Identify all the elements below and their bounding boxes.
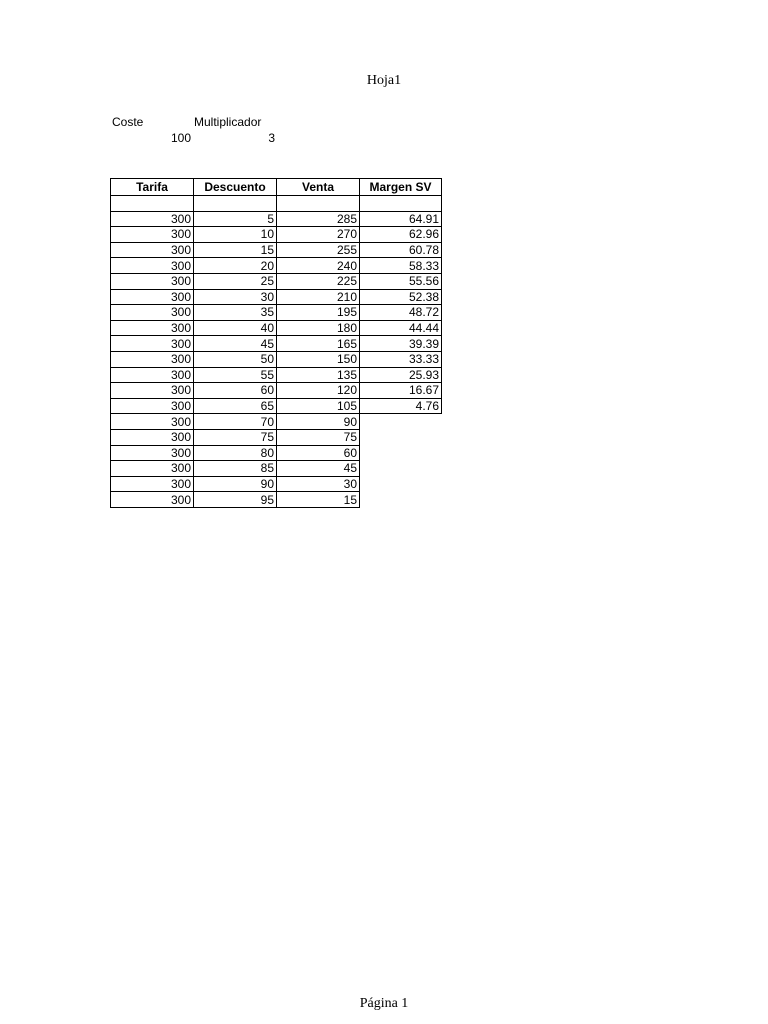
empty-cell bbox=[360, 445, 442, 461]
cell-venta: 90 bbox=[277, 414, 360, 430]
cell-tarifa: 300 bbox=[111, 429, 194, 445]
cell-descuento: 10 bbox=[194, 227, 277, 243]
page-footer: Página 1 bbox=[359, 996, 409, 1011]
cell-descuento: 60 bbox=[194, 383, 277, 399]
cell-venta: 135 bbox=[277, 367, 360, 383]
table-body bbox=[111, 196, 442, 508]
cell-descuento: 75 bbox=[194, 429, 277, 445]
cell-margen-sv: 48.72 bbox=[360, 305, 442, 321]
page-header: Hoja1 bbox=[366, 73, 402, 88]
empty-cell bbox=[360, 429, 442, 445]
table-row bbox=[111, 305, 442, 321]
table-row bbox=[111, 336, 442, 352]
cell-descuento: 70 bbox=[194, 414, 277, 430]
cell-venta: 225 bbox=[277, 273, 360, 289]
cell-descuento: 15 bbox=[194, 242, 277, 258]
cell-tarifa: 300 bbox=[111, 242, 194, 258]
cell-margen-sv: 52.38 bbox=[360, 289, 442, 305]
cell-margen-sv: 55.56 bbox=[360, 273, 442, 289]
cell-venta: 240 bbox=[277, 258, 360, 274]
cell-margen-sv: 33.33 bbox=[360, 351, 442, 367]
cell-tarifa: 300 bbox=[111, 476, 194, 492]
cell-tarifa: 300 bbox=[111, 258, 194, 274]
pricing-table bbox=[110, 178, 442, 508]
coste-label: Coste bbox=[112, 115, 144, 129]
cell-venta: 195 bbox=[277, 305, 360, 321]
cell-venta: 15 bbox=[277, 492, 360, 508]
cell-venta: 210 bbox=[277, 289, 360, 305]
cell-margen-sv: 16.67 bbox=[360, 383, 442, 399]
empty-cell bbox=[360, 476, 442, 492]
empty-cell bbox=[360, 492, 442, 508]
cell-venta bbox=[277, 196, 360, 212]
table-row bbox=[111, 492, 442, 508]
cell-margen-sv: 64.91 bbox=[360, 211, 442, 227]
cell-tarifa: 300 bbox=[111, 211, 194, 227]
table-row bbox=[111, 461, 442, 477]
cell-tarifa: 300 bbox=[111, 492, 194, 508]
cell-tarifa: 300 bbox=[111, 305, 194, 321]
cell-tarifa: 300 bbox=[111, 336, 194, 352]
cell-venta: 75 bbox=[277, 429, 360, 445]
table-row bbox=[111, 429, 442, 445]
cell-venta: 105 bbox=[277, 398, 360, 414]
cell-tarifa: 300 bbox=[111, 367, 194, 383]
cell-venta: 150 bbox=[277, 351, 360, 367]
table-row bbox=[111, 196, 442, 212]
cell-venta: 30 bbox=[277, 476, 360, 492]
cell-descuento: 45 bbox=[194, 336, 277, 352]
cell-margen-sv: 4.76 bbox=[360, 398, 442, 414]
column-header-margen-sv: Margen SV bbox=[360, 179, 442, 196]
cell-descuento: 40 bbox=[194, 320, 277, 336]
cell-tarifa: 300 bbox=[111, 445, 194, 461]
cell-venta: 285 bbox=[277, 211, 360, 227]
column-header-venta: Venta bbox=[277, 179, 360, 196]
cell-tarifa: 300 bbox=[111, 461, 194, 477]
table-row bbox=[111, 367, 442, 383]
cell-tarifa: 300 bbox=[111, 227, 194, 243]
cell-descuento: 90 bbox=[194, 476, 277, 492]
cell-venta: 255 bbox=[277, 242, 360, 258]
cell-tarifa: 300 bbox=[111, 320, 194, 336]
cell-venta: 60 bbox=[277, 445, 360, 461]
table-row bbox=[111, 476, 442, 492]
cell-descuento bbox=[194, 196, 277, 212]
multiplicador-value: 3 bbox=[268, 131, 275, 145]
table-row bbox=[111, 351, 442, 367]
cell-tarifa: 300 bbox=[111, 273, 194, 289]
cell-tarifa: 300 bbox=[111, 398, 194, 414]
table-row bbox=[111, 414, 442, 430]
cell-descuento: 65 bbox=[194, 398, 277, 414]
cell-venta: 270 bbox=[277, 227, 360, 243]
coste-value: 100 bbox=[170, 131, 191, 145]
table-row bbox=[111, 445, 442, 461]
cell-margen-sv bbox=[360, 196, 442, 212]
column-header-descuento: Descuento bbox=[194, 179, 277, 196]
cell-descuento: 30 bbox=[194, 289, 277, 305]
cell-margen-sv: 58.33 bbox=[360, 258, 442, 274]
cell-margen-sv: 60.78 bbox=[360, 242, 442, 258]
cell-descuento: 80 bbox=[194, 445, 277, 461]
cell-descuento: 55 bbox=[194, 367, 277, 383]
cell-margen-sv: 44.44 bbox=[360, 320, 442, 336]
cell-descuento: 20 bbox=[194, 258, 277, 274]
table-row bbox=[111, 258, 442, 274]
table-row bbox=[111, 211, 442, 227]
table-row bbox=[111, 289, 442, 305]
cell-venta: 120 bbox=[277, 383, 360, 399]
table-row bbox=[111, 383, 442, 399]
empty-cell bbox=[360, 461, 442, 477]
table-row bbox=[111, 320, 442, 336]
cell-margen-sv: 62.96 bbox=[360, 227, 442, 243]
cell-tarifa: 300 bbox=[111, 414, 194, 430]
cell-descuento: 85 bbox=[194, 461, 277, 477]
cell-venta: 165 bbox=[277, 336, 360, 352]
table-row bbox=[111, 242, 442, 258]
cell-margen-sv: 25.93 bbox=[360, 367, 442, 383]
cell-descuento: 25 bbox=[194, 273, 277, 289]
table-row bbox=[111, 398, 442, 414]
cell-tarifa: 300 bbox=[111, 351, 194, 367]
cell-margen-sv: 39.39 bbox=[360, 336, 442, 352]
cell-descuento: 95 bbox=[194, 492, 277, 508]
multiplicador-label: Multiplicador bbox=[194, 115, 262, 129]
cell-descuento: 50 bbox=[194, 351, 277, 367]
cell-venta: 45 bbox=[277, 461, 360, 477]
column-header-tarifa: Tarifa bbox=[111, 179, 194, 196]
cell-descuento: 35 bbox=[194, 305, 277, 321]
table-row bbox=[111, 227, 442, 243]
cell-tarifa: 300 bbox=[111, 289, 194, 305]
empty-cell bbox=[360, 414, 442, 430]
cell-venta: 180 bbox=[277, 320, 360, 336]
table-row bbox=[111, 273, 442, 289]
cell-descuento: 5 bbox=[194, 211, 277, 227]
cell-tarifa: 300 bbox=[111, 383, 194, 399]
cell-tarifa bbox=[111, 196, 194, 212]
table-header-row bbox=[111, 179, 442, 196]
